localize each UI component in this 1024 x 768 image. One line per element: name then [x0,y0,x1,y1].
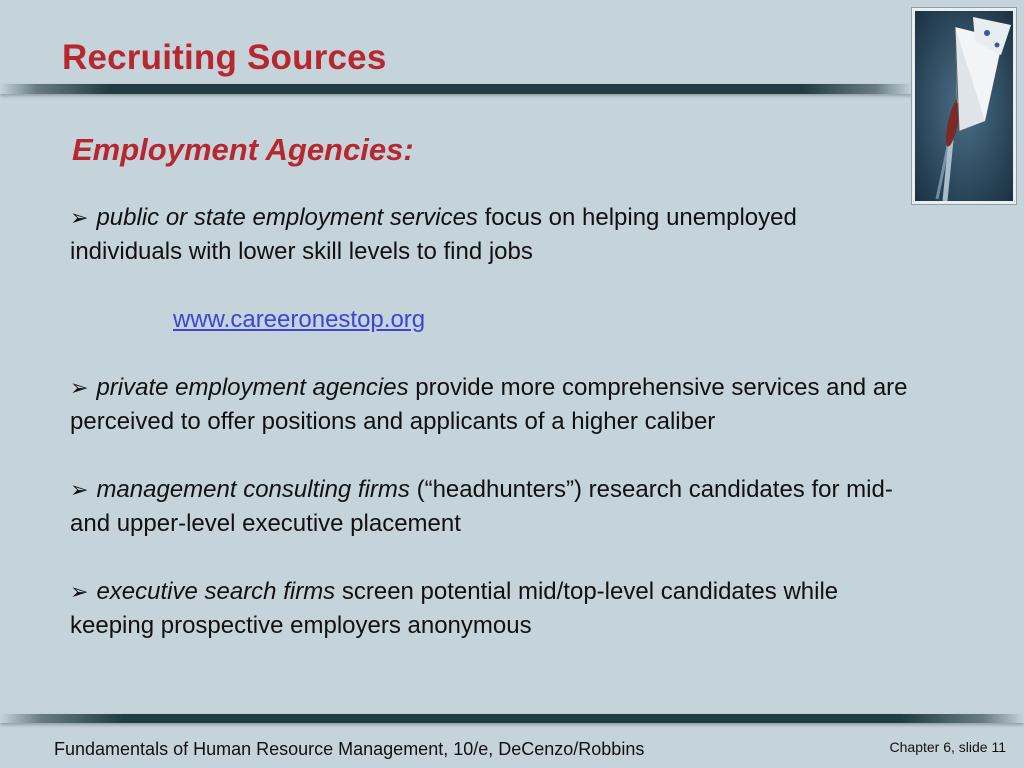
bullet-term: public or state employment services [96,204,478,231]
bullet-text: (“headhunters”) research candidates for mid- and upper-level executive placement [70,476,893,537]
bullet-item [70,473,915,541]
bullet-term: private employment agencies [96,374,409,401]
careeronestop-link[interactable]: www.careeronestop.org [173,306,426,333]
footer-slide-number: Chapter 6, slide 11 [889,739,1006,755]
sailboat-photo-icon [912,8,1016,204]
bullet-list [70,201,915,643]
bullet-text: focus on helping unemployed individuals with lower skill levels to find jobs [70,204,797,265]
arrowhead-bullet-icon: ➢ [70,477,89,502]
arrowhead-bullet-icon: ➢ [70,375,89,400]
footer-course-title: Fundamentals of Human Resource Management, 10/e, DeCenzo/Robbins [54,739,645,759]
arrowhead-bullet-icon: ➢ [70,205,89,230]
bullet-item [70,371,915,439]
top-divider-bar [0,84,912,94]
bullet-text: screen potential mid/top-level candidates while keeping prospective employers anonymous [70,578,839,639]
arrowhead-bullet-icon: ➢ [70,579,89,604]
bullet-item [70,575,915,643]
bullet-text: provide more comprehensive services and are perceived to offer positions and applicants of a higher caliber [70,374,908,435]
bullet-item [70,201,915,269]
slide-title: Recruiting Sources [62,38,387,77]
bottom-divider-bar [0,714,1024,723]
section-subtitle: Employment Agencies: [72,132,414,167]
bullet-term: executive search firms [96,578,336,605]
bullet-term: management consulting firms [96,476,410,503]
